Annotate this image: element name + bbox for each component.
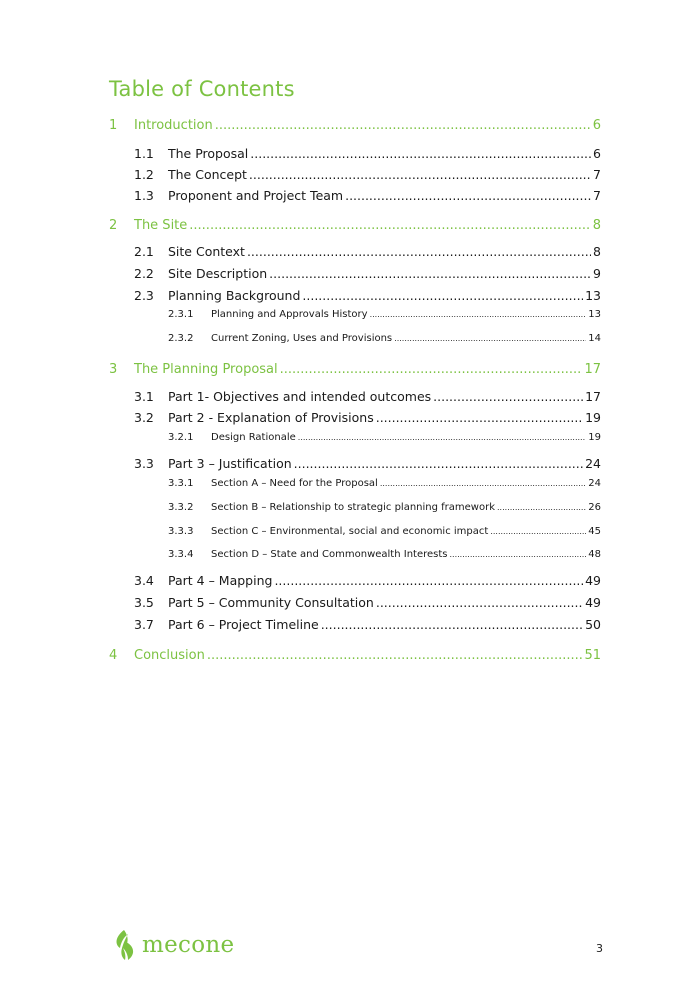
toc-entry-level-3[interactable] bbox=[168, 309, 601, 320]
toc-entry-level-3[interactable] bbox=[168, 526, 601, 537]
dot-leader bbox=[298, 432, 586, 443]
toc-entry-title: Current Zoning, Uses and Provisions bbox=[211, 333, 393, 344]
page-title: Table of Contents bbox=[109, 77, 295, 101]
toc-entry-level-2[interactable] bbox=[134, 167, 601, 182]
dot-leader bbox=[280, 362, 583, 377]
toc-entry-page-number: 51 bbox=[584, 648, 601, 663]
toc-entry-page-number: 49 bbox=[585, 595, 601, 610]
toc-entry-number: 4 bbox=[109, 648, 118, 663]
toc-entry-number: 3.3.1 bbox=[168, 478, 194, 489]
toc-entry-title: Site Description bbox=[168, 266, 268, 281]
toc-entry-title: Part 4 – Mapping bbox=[168, 573, 273, 588]
toc-entry-level-1[interactable] bbox=[109, 218, 601, 233]
dot-leader bbox=[302, 288, 583, 303]
toc-entry-title: Planning and Approvals History bbox=[211, 309, 368, 320]
toc-entry-number: 2 bbox=[109, 218, 118, 233]
toc-entry-page-number: 45 bbox=[588, 526, 601, 537]
toc-entry-page-number: 13 bbox=[588, 309, 601, 320]
dot-leader bbox=[433, 389, 583, 404]
toc-entry-level-2[interactable] bbox=[134, 244, 601, 259]
toc-entry-title: Part 1- Objectives and intended outcomes bbox=[168, 389, 432, 404]
toc-entry-number: 3.2.1 bbox=[168, 432, 194, 443]
toc-entry-page-number: 7 bbox=[593, 188, 601, 203]
toc-entry-number: 3.7 bbox=[134, 617, 154, 632]
toc-entry-level-2[interactable] bbox=[134, 266, 601, 281]
dot-leader bbox=[247, 244, 591, 259]
toc-entry-page-number: 24 bbox=[585, 456, 601, 471]
toc-entry-number: 3.2 bbox=[134, 410, 154, 425]
toc-entry-title: Section A – Need for the Proposal bbox=[211, 478, 378, 489]
toc-entry-page-number: 48 bbox=[588, 549, 601, 560]
toc-entry-number: 1.3 bbox=[134, 188, 154, 203]
toc-entry-number: 3.3 bbox=[134, 456, 154, 471]
toc-entry-title: Introduction bbox=[134, 118, 213, 133]
toc-entry-number: 3.3.4 bbox=[168, 549, 194, 560]
toc-entry-title: Design Rationale bbox=[211, 432, 296, 443]
dot-leader bbox=[274, 573, 583, 588]
dot-leader bbox=[380, 478, 586, 489]
toc-entry-level-3[interactable] bbox=[168, 432, 601, 443]
toc-entry-page-number: 17 bbox=[585, 389, 601, 404]
toc-entry-level-3[interactable] bbox=[168, 502, 601, 513]
toc-entry-number: 3.5 bbox=[134, 595, 154, 610]
toc-entry-title: Part 6 – Project Timeline bbox=[168, 617, 319, 632]
leaf-logo-icon bbox=[112, 928, 138, 962]
toc-entry-level-1[interactable] bbox=[109, 118, 601, 133]
toc-entry-title: The Concept bbox=[168, 167, 247, 182]
toc-entry-level-2[interactable] bbox=[134, 146, 601, 161]
toc-entry-level-2[interactable] bbox=[134, 188, 601, 203]
toc-entry-level-1[interactable] bbox=[109, 362, 601, 377]
toc-entry-title: The Site bbox=[134, 218, 188, 233]
dot-leader bbox=[249, 167, 591, 182]
toc-entry-title: Part 5 – Community Consultation bbox=[168, 595, 374, 610]
toc-entry-level-3[interactable] bbox=[168, 333, 601, 344]
dot-leader bbox=[450, 549, 587, 560]
toc-entry-page-number: 9 bbox=[593, 266, 601, 281]
toc-entry-page-number: 6 bbox=[592, 118, 601, 133]
toc-entry-page-number: 17 bbox=[584, 362, 601, 377]
toc-entry-number: 1.2 bbox=[134, 167, 154, 182]
toc-entry-level-2[interactable] bbox=[134, 456, 601, 471]
toc-entry-page-number: 13 bbox=[585, 288, 601, 303]
toc-entry-number: 1.1 bbox=[134, 146, 154, 161]
toc-entry-number: 3.1 bbox=[134, 389, 154, 404]
toc-entry-title: Section D – State and Commonwealth Interests bbox=[211, 549, 448, 560]
toc-entry-page-number: 6 bbox=[593, 146, 601, 161]
toc-entry-page-number: 8 bbox=[593, 244, 601, 259]
dot-leader bbox=[345, 188, 591, 203]
toc-entry-level-2[interactable] bbox=[134, 288, 601, 303]
toc-entry-level-3[interactable] bbox=[168, 549, 601, 560]
toc-entry-title: Section B – Relationship to strategic planning framework bbox=[211, 502, 496, 513]
toc-entry-number: 2.3.2 bbox=[168, 333, 194, 344]
toc-entry-level-2[interactable] bbox=[134, 617, 601, 632]
dot-leader bbox=[215, 118, 591, 133]
toc-entry-title: Site Context bbox=[168, 244, 245, 259]
toc-entry-number: 2.1 bbox=[134, 244, 154, 259]
toc-entry-number: 1 bbox=[109, 118, 118, 133]
dot-leader bbox=[189, 218, 590, 233]
dot-leader bbox=[370, 309, 587, 320]
toc-entry-number: 3.3.3 bbox=[168, 526, 194, 537]
logo-wordmark: mecone bbox=[142, 932, 235, 958]
toc-entry-title: Conclusion bbox=[134, 648, 205, 663]
toc-entry-number: 3.4 bbox=[134, 573, 154, 588]
company-logo bbox=[112, 928, 234, 962]
toc-entry-level-1[interactable] bbox=[109, 648, 601, 663]
toc-entry-page-number: 26 bbox=[588, 502, 601, 513]
toc-entry-page-number: 24 bbox=[588, 478, 601, 489]
toc-entry-title: Part 2 - Explanation of Provisions bbox=[168, 410, 374, 425]
toc-entry-number: 2.3 bbox=[134, 288, 154, 303]
page-number: 3 bbox=[596, 942, 603, 955]
toc-entry-page-number: 14 bbox=[588, 333, 601, 344]
toc-entry-title: Proponent and Project Team bbox=[168, 188, 344, 203]
dot-leader bbox=[269, 266, 591, 281]
dot-leader bbox=[497, 502, 586, 513]
toc-entry-number: 2.3.1 bbox=[168, 309, 194, 320]
toc-entry-title: The Proposal bbox=[168, 146, 249, 161]
toc-entry-page-number: 19 bbox=[585, 410, 601, 425]
toc-entry-level-2[interactable] bbox=[134, 595, 601, 610]
toc-entry-level-2[interactable] bbox=[134, 389, 601, 404]
toc-entry-page-number: 49 bbox=[585, 573, 601, 588]
toc-entry-page-number: 8 bbox=[592, 218, 601, 233]
dot-leader bbox=[321, 617, 583, 632]
toc-entry-number: 3 bbox=[109, 362, 118, 377]
toc-entry-number: 2.2 bbox=[134, 266, 154, 281]
toc-entry-level-2[interactable] bbox=[134, 573, 601, 588]
toc-entry-level-2[interactable] bbox=[134, 410, 601, 425]
toc-entry-title: The Planning Proposal bbox=[134, 362, 278, 377]
toc-entry-level-3[interactable] bbox=[168, 478, 601, 489]
dot-leader bbox=[394, 333, 586, 344]
toc-entry-title: Section C – Environmental, social and economic impact bbox=[211, 526, 489, 537]
toc-entry-title: Part 3 – Justification bbox=[168, 456, 292, 471]
dot-leader bbox=[376, 410, 583, 425]
dot-leader bbox=[250, 146, 591, 161]
dot-leader bbox=[376, 595, 583, 610]
toc-entry-number: 3.3.2 bbox=[168, 502, 194, 513]
toc-entry-page-number: 7 bbox=[593, 167, 601, 182]
toc-entry-page-number: 19 bbox=[588, 432, 601, 443]
dot-leader bbox=[207, 648, 583, 663]
dot-leader bbox=[490, 526, 586, 537]
toc-entry-title: Planning Background bbox=[168, 288, 301, 303]
dot-leader bbox=[294, 456, 583, 471]
toc-entry-page-number: 50 bbox=[585, 617, 601, 632]
